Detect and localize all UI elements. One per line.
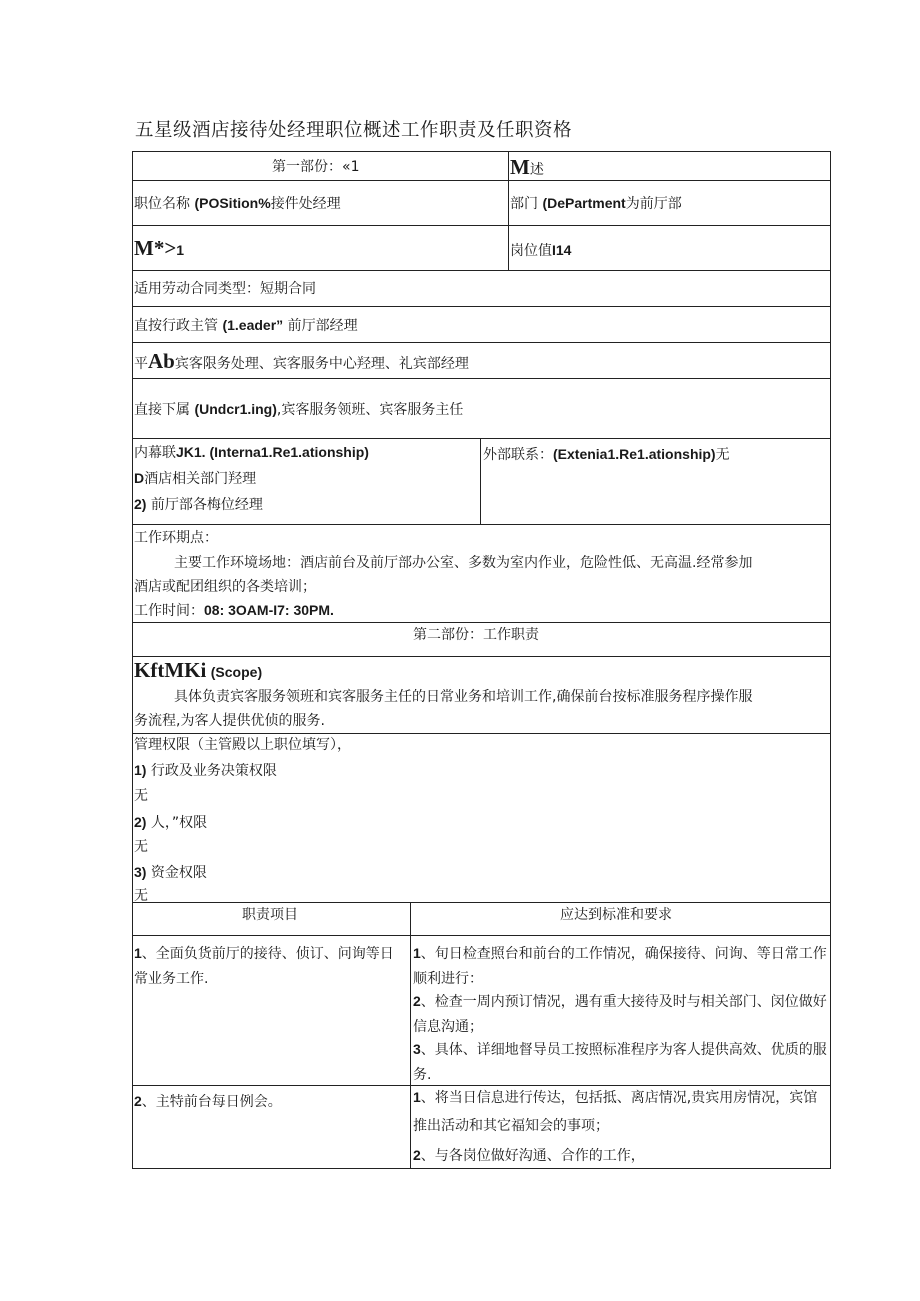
direct-leader: 直按行政主管 (1.eader” 前厅部经理 bbox=[134, 317, 358, 334]
authority-3: 3) 资金权限 bbox=[134, 864, 207, 881]
authority-3-value: 无 bbox=[134, 888, 148, 902]
position-code: M*>1 bbox=[134, 236, 185, 260]
internal-relation-1: D酒店相关部门羟理 bbox=[134, 470, 257, 487]
subordinates: 直接下属 (Undcr1.ing),宾客服务领班、宾客服务主任 bbox=[134, 401, 464, 418]
authority-1-value: 无 bbox=[134, 788, 148, 804]
work-environment-line1: 主要工作环境场地：酒店前台及前厅部办公室、多数为室内作业，危险性低、无高温.经常参加 bbox=[174, 555, 753, 571]
duty-2-standard-2: 2、与各岗位做好沟通、合作的工作， bbox=[413, 1147, 645, 1164]
duty-item-2: 2、主特前台每日例会。 bbox=[134, 1093, 282, 1110]
work-time: 工作时间：08: 3OAM-I7: 30PM. bbox=[134, 602, 334, 619]
contract-type: 适用劳动合同类型：短期合同 bbox=[134, 281, 316, 297]
part1-header-right: M述 bbox=[510, 155, 544, 179]
position-name: 职位名称 (POSition%接件处经理 bbox=[134, 195, 341, 212]
position-grade: 岗位值I14 bbox=[510, 242, 572, 259]
work-environment-label: 工作环期点： bbox=[134, 530, 218, 546]
duty-1-standard-3: 3、具体、详细地督导员工按照标准程序为客人提供高效、优质的服务. bbox=[413, 1041, 827, 1083]
duty-2-standard-1: 1、将当日信息进行传达，包括抵、离店情况,贵宾用房情况，宾馆推出活动和其它福知会的事项； bbox=[413, 1089, 818, 1134]
part2-header: 第二部份：工作职责 bbox=[413, 627, 539, 643]
authority-title: 管理权限（主管殿以上职位填写）， bbox=[134, 737, 351, 753]
external-relations: 外部联系：(Extenia1.Re1.ationship)无 bbox=[483, 446, 730, 463]
work-environment-line2: 酒店或配团组织的各类培训； bbox=[134, 579, 316, 595]
duty-item-1: 1、全面负货前厅的接待、侦订、问询等日常业务工作. bbox=[134, 945, 394, 987]
scope-heading: KftMKi (Scope) bbox=[134, 658, 263, 682]
internal-relations: 内幕联JK1. (Interna1.Re1.ationship) bbox=[134, 444, 369, 461]
page-title: 五星级酒店接待处经理职位概述工作职责及任职资格 bbox=[135, 120, 573, 141]
department: 部门 (DePartment为前厅部 bbox=[510, 195, 682, 212]
duty-1-standard-1: 1、旬日检查照台和前台的工作情况，确保接待、问询、等日常工作顺利进行： bbox=[413, 945, 827, 987]
authority-2-value: 无 bbox=[134, 839, 148, 855]
authority-1: 1) 行政及业务决策权限 bbox=[134, 762, 277, 779]
scope-line1: 具体负责宾客服务领班和宾客服务主任的日常业务和培训工作,确保前台按标准服务程序操作服 bbox=[174, 689, 753, 705]
col-standard: 应达到标准和要求 bbox=[560, 907, 672, 923]
internal-relation-2: 2) 前厅部各梅位经理 bbox=[134, 496, 263, 513]
peer-positions: 平Ab宾客限务处理、宾客服务中心羟理、礼宾部经理 bbox=[134, 349, 469, 373]
duty-1-standard-2: 2、检查一周内预订情况，遇有重大接待及时与相关部门、闵位做好信息沟通； bbox=[413, 993, 827, 1035]
col-duty-item: 职责项目 bbox=[242, 907, 298, 923]
authority-2: 2) 人，”权限 bbox=[134, 814, 208, 831]
scope-line2: 务流程,为客人提供优侦的服务. bbox=[134, 713, 325, 729]
part1-header: 第一部份：«1 bbox=[272, 159, 360, 175]
